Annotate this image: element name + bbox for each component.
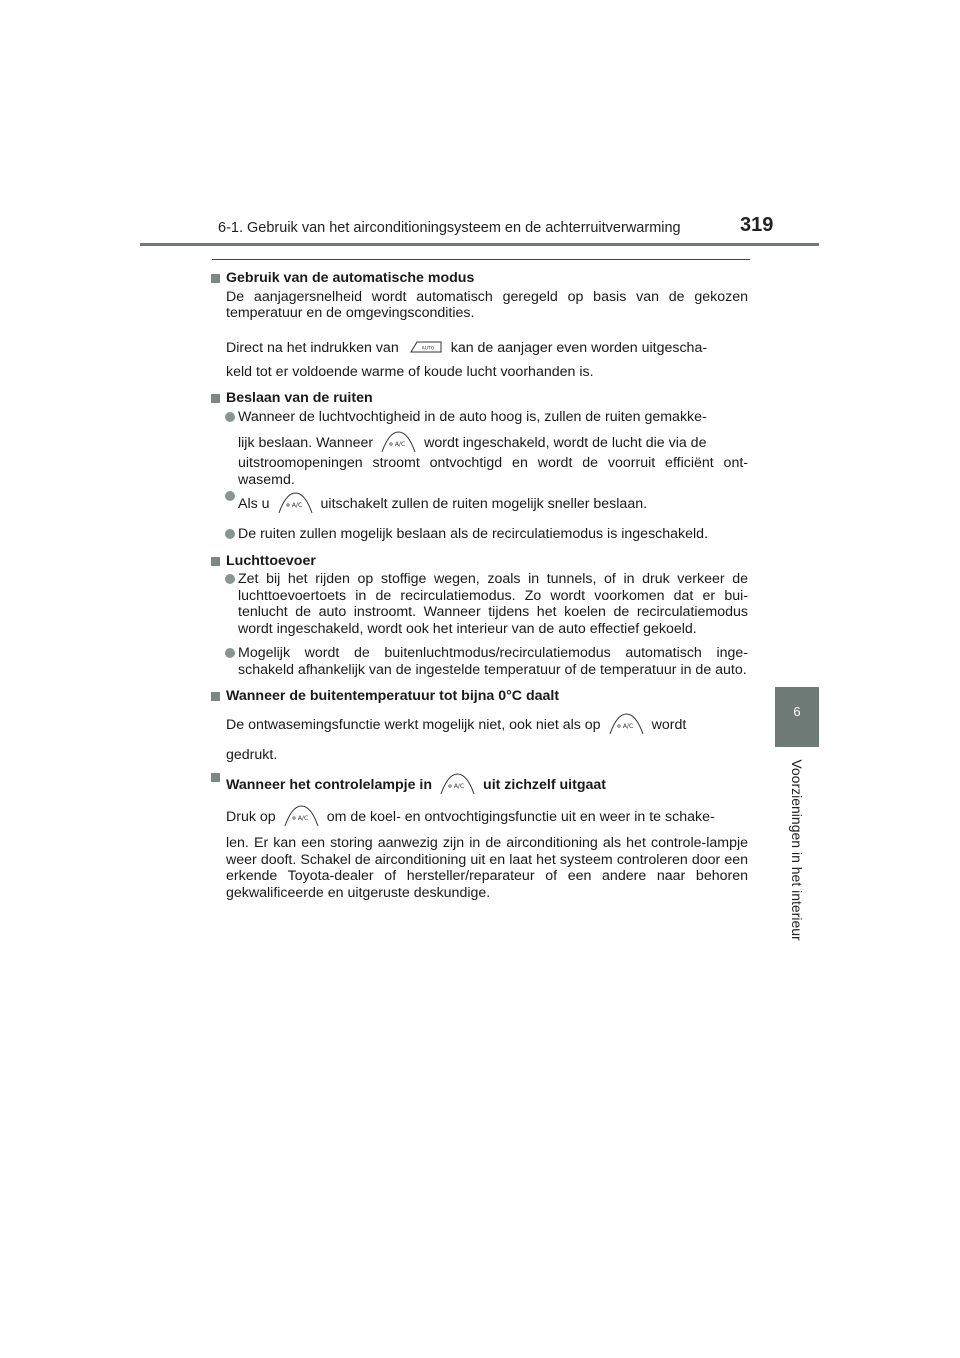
fogging-b1-text-before: lijk beslaan. Wanneer: [238, 435, 374, 451]
cold-paragraph: [210, 709, 748, 741]
fogging-bullet-1: [210, 409, 748, 489]
fogging-b1-text-after: wordt ingeschakeld, wordt de lucht die via de: [424, 435, 707, 451]
ac-button-label: A/C: [291, 502, 302, 510]
page-number: 319: [740, 214, 774, 236]
fogging-bullet-2: [210, 488, 748, 520]
indicator-heading-before: Wanneer het controlelampje in: [226, 777, 433, 793]
automatic-paragraph-2: [210, 332, 748, 364]
fogging-bullet-3: De ruiten zullen mogelijk beslaan als de recirculatiemodus is ingeschakeld.: [210, 526, 748, 543]
ac-button-label: A/C: [297, 815, 308, 823]
cold-text-before: De ontwasemingsfunctie werkt mogelijk niet, ook niet als op: [226, 716, 601, 733]
cold-paragraph-cont: gedrukt.: [226, 746, 278, 763]
heading-air-intake: Luchttoevoer: [210, 553, 748, 570]
indicator-paragraph-cont: len. Er kan een storing aanwezig zijn in de airconditioning als het controle-lampje weer dooft. Schakel de airconditioning uit en laat het systeem controleren door een erkende Toyota-dealer of hersteller/reparateur of een andere naar behoren gekwalificeerde en uitgeruste deskundige.: [226, 835, 748, 901]
ac-button-icon: [278, 492, 313, 514]
intake-bullet-2: Mogelijk wordt de buitenluchtmodus/recirculatiemodus automatisch inge-schakeld afhankelijk van de ingestelde temperatuur of de temperatuur in de auto.: [210, 645, 748, 678]
intake-bullet-1: Zet bij het rijden op stoffige wegen, zoals in tunnels, of in druk verkeer de luchttoevoertoets in de recirculatiemodus. Zo wordt voorkomen dat er bui-tenlucht de auto instroomt. Wanneer tijdens het koelen de recirculatiemodus wordt ingeschakeld, wordt ook het interieur van de auto effectief gekoeld.: [210, 571, 748, 637]
ac-button-icon: [440, 773, 475, 795]
content-top-rule: [212, 259, 750, 260]
chapter-label: Voorzieningen in het interieur: [789, 759, 805, 941]
header-rule: [140, 243, 819, 246]
heading-window-fogging: Beslaan van de ruiten: [210, 390, 748, 407]
heading-automatic-mode: Gebruik van de automatische modus: [210, 270, 748, 287]
ac-button-icon: [609, 713, 644, 735]
fogging-b1-line1: Wanneer de luchtvochtigheid in de auto hoog is, zullen de ruiten gemakke-: [238, 408, 707, 425]
ac-button-label: A/C: [394, 441, 406, 449]
indicator-text-before: Druk op: [226, 809, 276, 825]
fogging-b2-text-before: Als u: [238, 496, 270, 512]
section-title: 6-1. Gebruik van het airconditioningsysteem en de achterruitverwarming: [218, 220, 681, 236]
auto-button-icon: [407, 340, 443, 354]
ac-button-icon: [284, 805, 319, 827]
fogging-b2-text-after: uitschakelt zullen de ruiten mogelijk sneller beslaan.: [320, 496, 648, 512]
heading-cold-temperature: Wanneer de buitentemperatuur tot bijna 0°C daalt: [210, 688, 748, 705]
ac-button-label: A/C: [453, 783, 465, 791]
auto-button-label: AUTO: [421, 346, 435, 352]
automatic-p2-text-after: kan de aanjager even worden uitgescha-: [450, 339, 708, 356]
fogging-b1-cont: uitstroomopeningen stroomt ontvochtigd en wordt de voorruit efficiënt ont-wasemd.: [238, 455, 748, 488]
automatic-paragraph-2-cont: keld tot er voldoende warme of koude lucht voorhanden is.: [226, 363, 594, 380]
indicator-paragraph: [210, 801, 748, 833]
cold-text-after: wordt: [651, 716, 687, 733]
ac-button-icon: [381, 431, 416, 453]
ac-button-label: A/C: [622, 722, 633, 730]
automatic-p2-text-before: Direct na het indrukken van: [226, 339, 399, 356]
chapter-tab: [775, 687, 819, 747]
page-content: [210, 266, 748, 901]
heading-indicator-light: [210, 769, 748, 801]
indicator-heading-after: uit zichzelf uitgaat: [483, 777, 606, 793]
automatic-paragraph-1: De aanjagersnelheid wordt automatisch geregeld op basis van de gekozen temperatuur en de omgevingscondities.: [226, 288, 748, 321]
chapter-number: 6: [793, 704, 801, 719]
indicator-text-after: om de koel- en ontvochtigingsfunctie uit en weer in te schake-: [326, 809, 715, 825]
